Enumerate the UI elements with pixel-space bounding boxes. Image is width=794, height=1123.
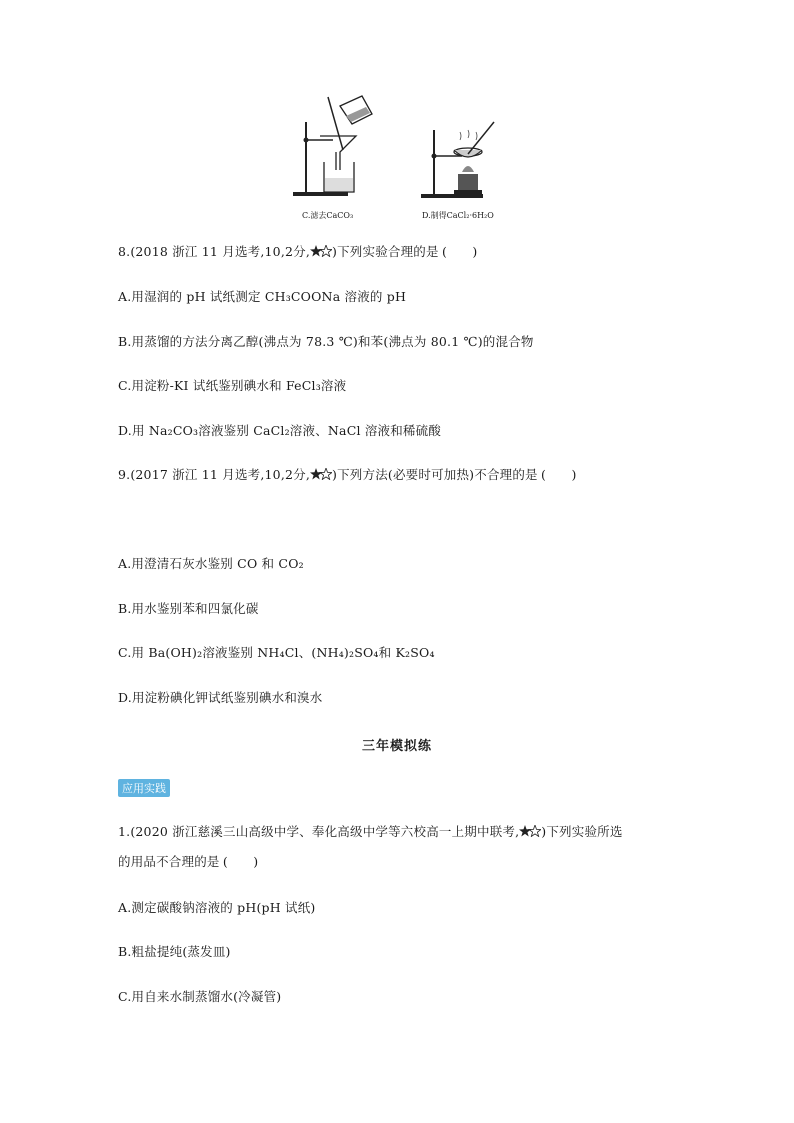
difficulty-star-icon <box>310 468 332 480</box>
question-1-option-a: A.测定碳酸钠溶液的 pH(pH 试纸) <box>118 900 316 915</box>
question-1-stem-line2 <box>118 852 262 870</box>
question-8-stem <box>118 242 481 260</box>
question-9-option-c: C.用 Ba(OH)₂溶液鉴别 NH₄Cl、(NH₄)₂SO₄和 K₂SO₄ <box>118 645 435 660</box>
question-8-option-b: B.用蒸馏的方法分离乙醇(沸点为 78.3 ℃)和苯(沸点为 80.1 ℃)的混合物 <box>118 334 534 349</box>
figure-d-caption: D.制得CaCl₂·6H₂O <box>422 211 494 220</box>
section-title: 三年模拟练 <box>361 739 432 754</box>
apparatus-filtration-figure <box>288 92 398 222</box>
question-8-option-c: C.用淀粉-KI 试纸鉴别碘水和 FeCl₃溶液 <box>118 378 347 393</box>
question-8-option-d: D.用 Na₂CO₃溶液鉴别 CaCl₂溶液、NaCl 溶液和稀硫酸 <box>118 423 442 438</box>
question-9-stem <box>118 465 580 483</box>
question-8-text: )下列实验合理的是 <box>332 244 439 259</box>
question-1-text: )下列实验所选 <box>541 824 623 839</box>
question-9-source: 9.(2017 浙江 11 月选考,10,2分, <box>118 467 311 482</box>
apparatus-evaporation-figure <box>418 112 518 222</box>
question-9-option-d: D.用淀粉碘化钾试纸鉴别碘水和溴水 <box>118 690 323 705</box>
answer-blank: ( ) <box>540 467 577 482</box>
question-1-option-b: B.粗盐提纯(蒸发皿) <box>118 944 231 959</box>
figure-c-caption: C.滤去CaCO₃ <box>302 211 354 220</box>
difficulty-star-icon <box>310 245 332 257</box>
figure-row <box>0 92 794 222</box>
question-9-text: )下列方法(必要时可加热)不合理的是 <box>332 467 538 482</box>
question-1-text-cont: 的用品不合理的是 <box>118 854 220 869</box>
question-8-source: 8.(2018 浙江 11 月选考,10,2分, <box>118 244 311 259</box>
section-tag: 应用实践 <box>118 779 170 797</box>
question-1-source: 1.(2020 浙江慈溪三山高级中学、奉化高级中学等六校高一上期中联考, <box>118 824 520 839</box>
question-8-option-a: A.用湿润的 pH 试纸测定 CH₃COONa 溶液的 pH <box>118 289 407 304</box>
question-1-stem-line1 <box>118 822 623 840</box>
question-1-option-c: C.用自来水制蒸馏水(冷凝管) <box>118 989 282 1004</box>
difficulty-star-icon <box>519 825 541 837</box>
question-9-option-b: B.用水鉴别苯和四氯化碳 <box>118 601 259 616</box>
answer-blank: ( ) <box>222 854 259 869</box>
answer-blank: ( ) <box>441 244 478 259</box>
question-9-option-a: A.用澄清石灰水鉴别 CO 和 CO₂ <box>118 556 304 571</box>
